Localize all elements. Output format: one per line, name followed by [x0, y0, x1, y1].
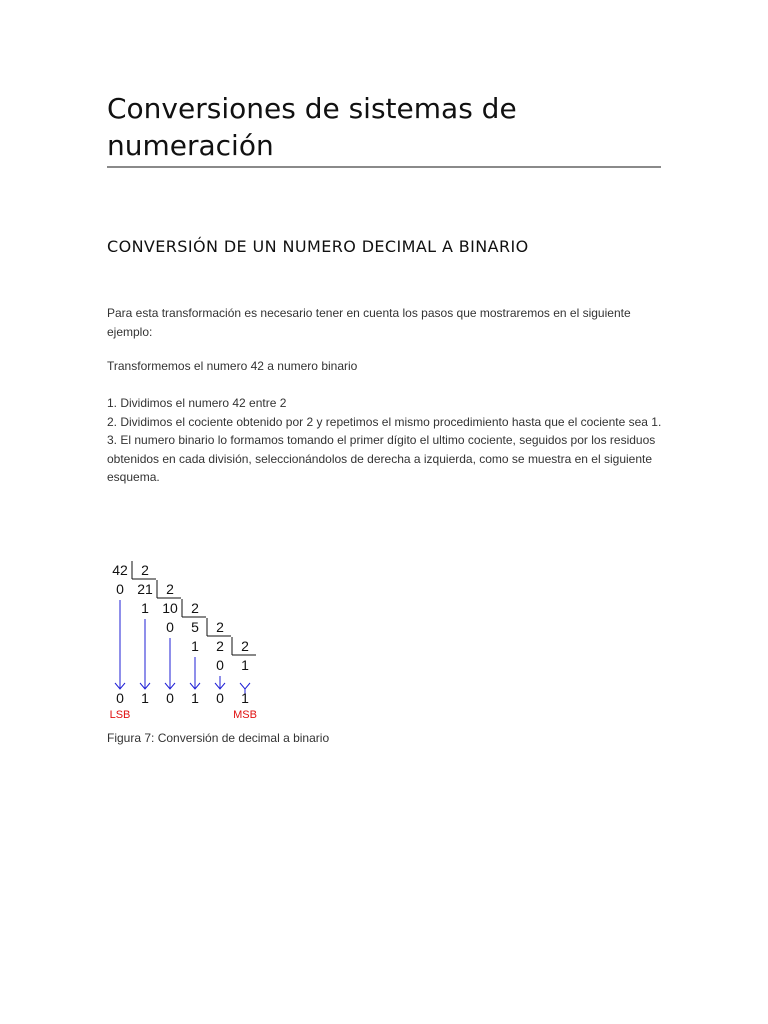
dividend-number: 42	[112, 562, 128, 578]
step-1: 1. Dividimos el numero 42 entre 2	[107, 396, 287, 410]
title-divider	[107, 166, 661, 168]
example-line: Transformemos el numero 42 a numero binario	[107, 359, 358, 373]
divisor-number: 2	[141, 562, 149, 578]
result-bit: 1	[241, 690, 249, 706]
result-bit: 0	[216, 690, 224, 706]
remainder-number: 1	[141, 600, 149, 616]
page-title: Conversiones de sistemas de numeración	[107, 92, 517, 162]
msb-label: MSB	[233, 709, 257, 721]
dividend-number: 5	[191, 619, 199, 635]
divisor-number: 2	[191, 600, 199, 616]
dividend-number: 10	[162, 600, 178, 616]
lsb-label: LSB	[109, 709, 131, 721]
division-diagram-svg	[100, 555, 280, 725]
remainder-number: 1	[191, 638, 199, 654]
dividend-number: 21	[137, 581, 153, 597]
remainder-number: 0	[216, 657, 224, 673]
division-diagram	[100, 555, 280, 725]
figure-caption: Figura 7: Conversión de decimal a binario	[107, 731, 330, 745]
divisor-number: 2	[166, 581, 174, 597]
result-bit: 0	[166, 690, 174, 706]
step-3: 3. El numero binario lo formamos tomando el primer dígito el ultimo cociente, seguidos por los residuos obtenidos en cada división, seleccionándolos de derecha a izquierda, como se muestra en el siguiente esquema.	[107, 433, 656, 484]
remainder-number: 0	[166, 619, 174, 635]
section-heading: CONVERSIÓN DE UN NUMERO DECIMAL A BINARIO	[107, 237, 529, 256]
result-bit: 1	[191, 690, 199, 706]
final-quotient: 1	[241, 657, 249, 673]
dividend-number: 2	[216, 638, 224, 654]
remainder-number: 0	[116, 581, 124, 597]
result-bit: 1	[141, 690, 149, 706]
steps-list	[107, 394, 667, 487]
divisor-number: 2	[241, 638, 249, 654]
divisor-number: 2	[216, 619, 224, 635]
arrow-head	[240, 683, 250, 689]
intro-paragraph: Para esta transformación es necesario tener en cuenta los pasos que mostraremos en el siguiente ejemplo:	[107, 306, 631, 339]
result-bit: 0	[116, 690, 124, 706]
step-2: 2. Dividimos el cociente obtenido por 2 y repetimos el mismo procedimiento hasta que el cociente sea 1.	[107, 414, 662, 429]
